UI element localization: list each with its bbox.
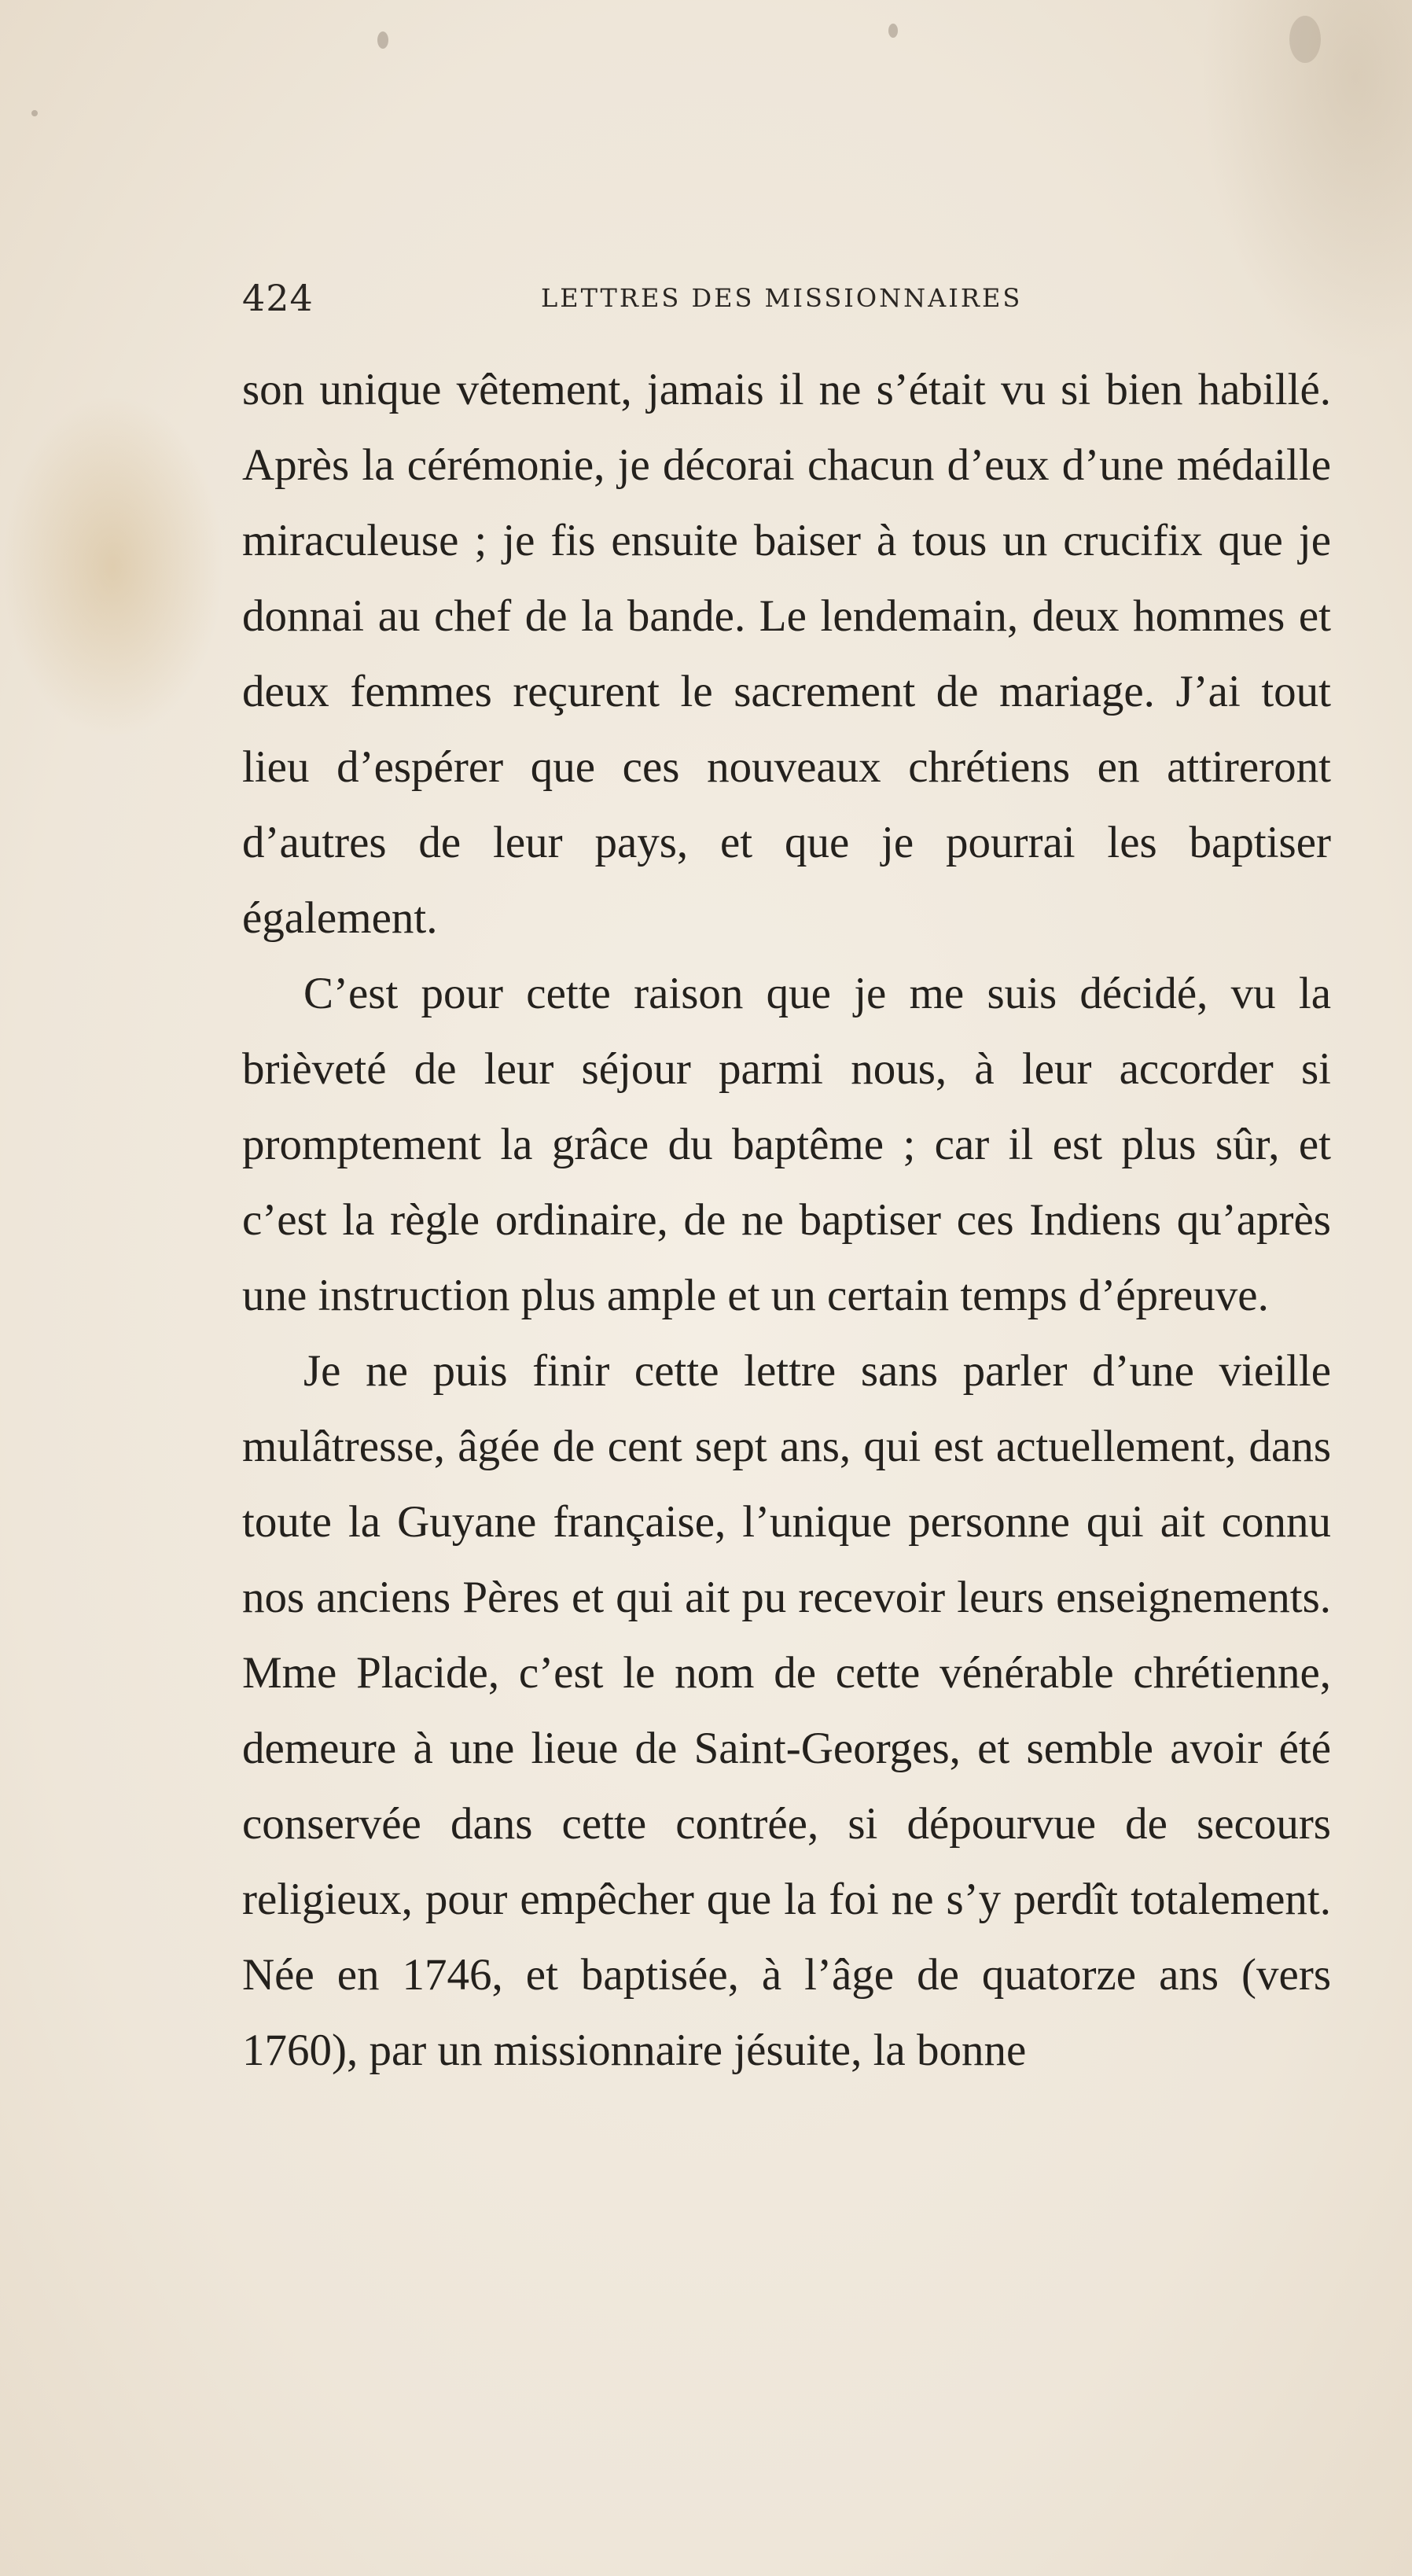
paragraph-madame-placide: Je ne puis finir cette lettre sans parler d’une vieille mulâtresse, âgée de cent sept ans, qui est actuellement, dans toute la Guyane française, l’unique personne qui ait connu nos anciens Pères et qui ait pu recevoir leurs enseignements. Mme Placide, c’est le nom de cette vénérable chrétienne, demeure à une lieue de Saint-Georges, et semble avoir été conservée dans cette contrée, si dépourvue de secours religieux, pour empêcher que la foi ne s’y perdît totalement. Née en 1746, et baptisée, à l’âge de quatorze ans (vers 1760), par un missionnaire jésuite, la bonne (242, 1346, 1331, 2075)
page-number: 424 (242, 277, 314, 319)
ink-speck (31, 110, 38, 116)
ink-speck (1289, 16, 1321, 63)
body-text (242, 352, 1331, 2088)
ink-speck (888, 24, 898, 38)
paragraph-baptism-reason: C’est pour cette raison que je me suis décidé, vu la brièveté de leur séjour parmi nous, à leur accorder si promptement la grâce du baptême ; car il est plus sûr, et c’est la règle ordinaire, de ne baptiser ces Indiens qu’après une instruction plus ample et un certain temps d’épreuve. (242, 969, 1331, 1320)
ink-speck (377, 31, 388, 49)
running-head (242, 277, 1335, 324)
running-title: LETTRES DES MISSIONNAIRES (541, 283, 1023, 313)
paragraph-continuation: son unique vêtement, jamais il ne s’était vu si bien habillé. Après la cérémonie, je décorai chacun d’eux d’une médaille miraculeuse ; je fis ensuite baiser à tous un crucifix que je donnai au chef de la bande. Le lendemain, deux hommes et deux femmes reçurent le sacrement de mariage. J’ai tout lieu d’espérer que ces nouveaux chrétiens en attireront d’autres de leur pays, et que je pourrai les baptiser également. (242, 365, 1331, 943)
